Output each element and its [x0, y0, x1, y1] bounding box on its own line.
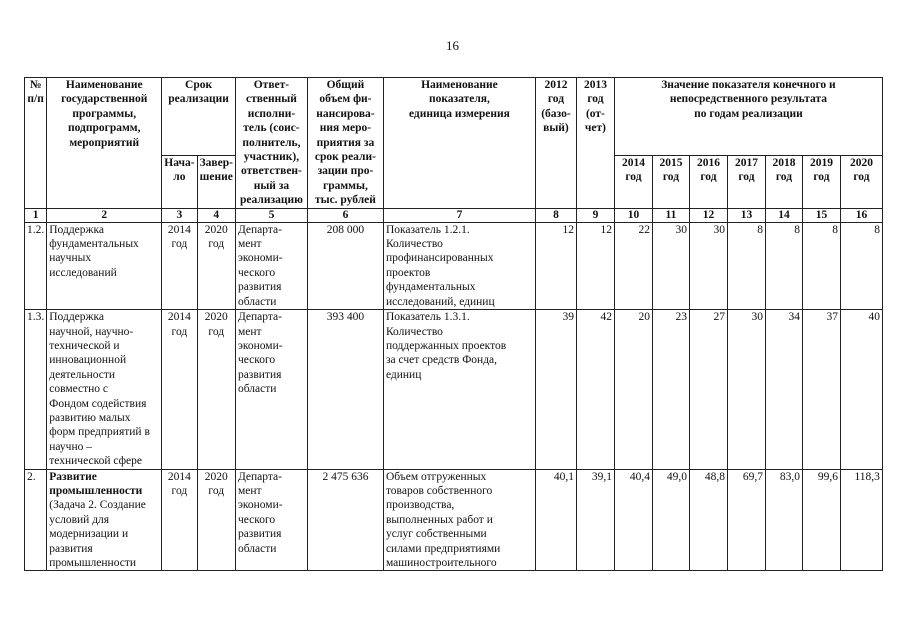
column-number: 10	[614, 208, 652, 222]
row-value-2013: 12	[576, 222, 614, 309]
column-number: 14	[765, 208, 802, 222]
row-value-year: 8	[802, 222, 840, 309]
header-indicator: Наименование показателя, единица измерения	[383, 78, 535, 209]
column-number: 4	[197, 208, 235, 222]
row-value-year: 22	[614, 222, 652, 309]
row-name-text: (Задача 2. Создание условий для модернизации и развития промышленности	[49, 499, 146, 569]
row-indicator: Объем отгруженных товаров собственного производства, выполненных работ и услуг собственными силами предприятиями машиностроительного	[383, 469, 535, 571]
row-value-year: 8	[840, 222, 882, 309]
column-number: 13	[727, 208, 765, 222]
row-value-year: 8	[727, 222, 765, 309]
row-name	[47, 469, 162, 571]
row-value-year: 20	[614, 310, 652, 469]
row-value-year: 40	[840, 310, 882, 469]
column-numbers-row	[25, 208, 883, 222]
row-value-year: 30	[689, 222, 727, 309]
header-year: 2016 год	[689, 156, 727, 209]
row-value-year: 27	[689, 310, 727, 469]
header-year: 2014 год	[614, 156, 652, 209]
row-value-2012: 39	[535, 310, 576, 469]
table-row	[25, 310, 883, 469]
row-volume: 393 400	[307, 310, 383, 469]
row-value-year: 23	[652, 310, 689, 469]
row-value-year: 30	[652, 222, 689, 309]
row-name-bold: Развитие промышленности	[49, 470, 143, 497]
row-value-2013: 42	[576, 310, 614, 469]
row-volume: 208 000	[307, 222, 383, 309]
column-number: 3	[162, 208, 197, 222]
column-number: 11	[652, 208, 689, 222]
column-number: 7	[383, 208, 535, 222]
header-year: 2020 год	[840, 156, 882, 209]
row-indicator: Показатель 1.2.1. Количество профинансированных проектов фундаментальных исследований, единиц	[383, 222, 535, 309]
row-value-year: 30	[727, 310, 765, 469]
row-number: 2.	[25, 469, 47, 571]
row-value-2013: 39,1	[576, 469, 614, 571]
column-number: 6	[307, 208, 383, 222]
row-number: 1.2.	[25, 222, 47, 309]
row-value-year: 69,7	[727, 469, 765, 571]
row-value-year: 99,6	[802, 469, 840, 571]
header-year: 2017 год	[727, 156, 765, 209]
column-number: 9	[576, 208, 614, 222]
header-num: № п/п	[25, 78, 47, 209]
row-value-year: 83,0	[765, 469, 802, 571]
row-name-text: Поддержка научной, научно- технической и инновационной деятельности совместно с Фондом содействия развитию малых форм предприятий в научно – технической сфере	[49, 311, 150, 468]
row-value-2012: 40,1	[535, 469, 576, 571]
column-number: 15	[802, 208, 840, 222]
row-executor: Департа- мент экономи- ческого развития области	[235, 310, 307, 469]
column-number: 12	[689, 208, 727, 222]
header-term: Срок реализации	[162, 78, 236, 156]
column-number: 5	[235, 208, 307, 222]
row-executor: Департа- мент экономи- ческого развития области	[235, 222, 307, 309]
row-volume: 2 475 636	[307, 469, 383, 571]
row-name	[47, 310, 162, 469]
row-executor: Департа- мент экономи- ческого развития области	[235, 469, 307, 571]
row-name	[47, 222, 162, 309]
row-value-year: 34	[765, 310, 802, 469]
column-number: 1	[25, 208, 47, 222]
table-row	[25, 469, 883, 571]
row-value-year: 118,3	[840, 469, 882, 571]
indicators-table	[24, 77, 883, 571]
header-year: 2019 год	[802, 156, 840, 209]
column-number: 8	[535, 208, 576, 222]
row-start: 2014 год	[162, 310, 197, 469]
row-value-year: 40,4	[614, 469, 652, 571]
row-start: 2014 год	[162, 469, 197, 571]
row-name-text: Поддержка фундаментальных научных исследований	[49, 223, 139, 279]
header-year: 2018 год	[765, 156, 802, 209]
row-end: 2020 год	[197, 222, 235, 309]
header-year: 2015 год	[652, 156, 689, 209]
row-value-2012: 12	[535, 222, 576, 309]
row-value-year: 49,0	[652, 469, 689, 571]
column-number: 2	[47, 208, 162, 222]
column-number: 16	[840, 208, 882, 222]
header-2012: 2012 год (базо- вый)	[535, 78, 576, 209]
page-number: 16	[446, 38, 459, 53]
row-value-year: 37	[802, 310, 840, 469]
row-value-year: 48,8	[689, 469, 727, 571]
row-end: 2020 год	[197, 469, 235, 571]
table-row	[25, 222, 883, 309]
row-number: 1.3.	[25, 310, 47, 469]
row-end: 2020 год	[197, 310, 235, 469]
header-name: Наименование государственной программы, подпрограмм, мероприятий	[47, 78, 162, 209]
header-term-end: Завер- шение	[197, 156, 235, 209]
header-term-start: Нача- ло	[162, 156, 197, 209]
header-target-values: Значение показателя конечного и непосредственного результата по годам реализации	[614, 78, 882, 156]
header-volume: Общий объем фи- нансирова- ния меро- приятия за срок реали- зации про- граммы, тыс. рублей	[307, 78, 383, 209]
row-start: 2014 год	[162, 222, 197, 309]
header-2013: 2013 год (от- чет)	[576, 78, 614, 209]
header-row-top	[25, 78, 883, 156]
row-value-year: 8	[765, 222, 802, 309]
header-executor: Ответ- ственный исполни- тель (соис- полнитель, участник), ответствен- ный за реализацию	[235, 78, 307, 209]
row-indicator: Показатель 1.3.1. Количество поддержанных проектов за счет средств Фонда, единиц	[383, 310, 535, 469]
